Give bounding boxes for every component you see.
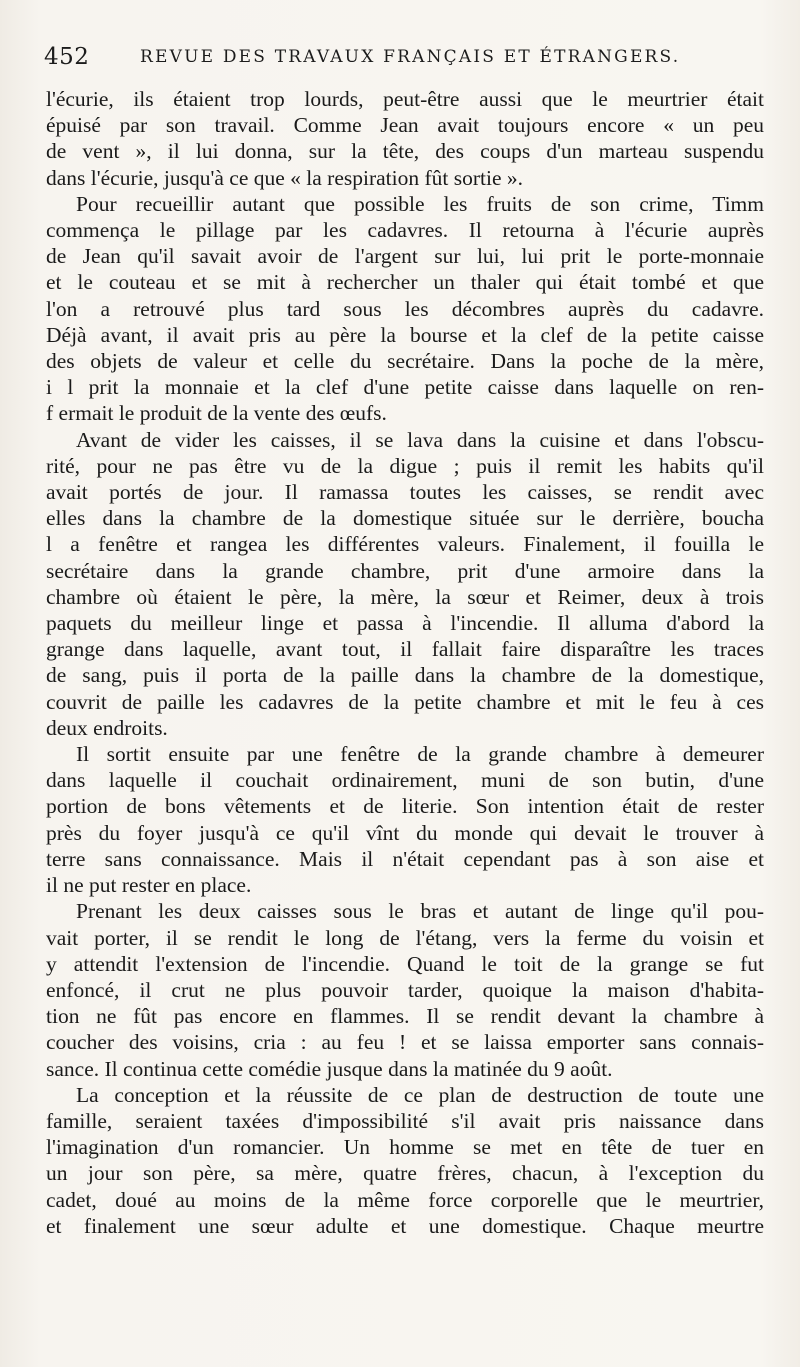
text-line: famille, seraient taxées d'impossibilité s'il avait pris naissance dans (46, 1108, 764, 1133)
paragraph (46, 1082, 764, 1239)
text-line: f ermait le produit de la vente des œufs. (46, 401, 387, 426)
paragraph (46, 191, 764, 427)
text-line: Avant de vider les caisses, il se lava dans la cuisine et dans l'obscu- (76, 427, 764, 452)
text-line: épuisé par son travail. Comme Jean avait toujours encore « un peu (46, 113, 764, 138)
text-line: l'on a retrouvé plus tard sous les décombres auprès du cadavre. (46, 296, 764, 321)
body-text (46, 86, 764, 1239)
text-line: deux endroits. (46, 715, 168, 740)
text-line: l a fenêtre et rangea les différentes valeurs. Finalement, il fouilla le (46, 532, 764, 557)
text-line: terre sans connaissance. Mais il n'était cependant pas à son aise et (46, 846, 764, 871)
text-line: chambre où étaient le père, la mère, la sœur et Reimer, deux à trois (46, 584, 764, 609)
text-line: vait porter, il se rendit le long de l'étang, vers la ferme du voisin et (46, 925, 764, 950)
text-line: grange dans laquelle, avant tout, il fallait faire disparaître les traces (46, 637, 764, 662)
text-line: et finalement une sœur adulte et une domestique. Chaque meurtre (46, 1213, 764, 1238)
text-line: de Jean qu'il savait avoir de l'argent sur lui, lui prit le porte-monnaie (46, 244, 764, 269)
text-line: La conception et la réussite de ce plan de destruction de toute une (76, 1082, 764, 1107)
text-line: dans l'écurie, jusqu'à ce que « la respiration fût sortie ». (46, 165, 524, 190)
text-line: de vent », il lui donna, sur la tête, des coups d'un marteau suspendu (46, 139, 764, 164)
text-line: tion ne fût pas encore en flammes. Il se rendit devant la chambre à (46, 1004, 764, 1029)
text-line: de sang, puis il porta de la paille dans la chambre de la domestique, (46, 663, 764, 688)
text-line: commença le pillage par les cadavres. Il retourna à l'écurie auprès (46, 218, 764, 243)
text-line: Déjà avant, il avait pris au père la bourse et la clef de la petite caisse (46, 322, 764, 347)
paragraph (46, 427, 764, 741)
text-line: l'imagination d'un romancier. Un homme se met en tête de tuer en (46, 1135, 764, 1160)
text-line: près du foyer jusqu'à ce qu'il vînt du monde qui devait le trouver à (46, 820, 764, 845)
running-title: REVUE DES TRAVAUX FRANÇAIS ET ÉTRANGERS. (140, 47, 681, 67)
paragraph (46, 898, 764, 1081)
text-line: secrétaire dans la grande chambre, prit d'une armoire dans la (46, 558, 764, 583)
text-line: un jour son père, sa mère, quatre frères, chacun, à l'exception du (46, 1161, 764, 1186)
page-header (44, 40, 760, 76)
text-line: Pour recueillir autant que possible les fruits de son crime, Timm (76, 191, 764, 216)
text-line: elles dans la chambre de la domestique située sur le derrière, boucha (46, 506, 764, 531)
text-line: paquets du meilleur linge et passa à l'incendie. Il alluma d'abord la (46, 611, 764, 636)
text-line: il ne put rester en place. (46, 873, 252, 898)
text-line: Il sortit ensuite par une fenêtre de la grande chambre à demeurer (76, 742, 764, 767)
text-line: i l prit la monnaie et la clef d'une petite caisse dans laquelle on ren- (46, 375, 764, 400)
text-line: des objets de valeur et celle du secrétaire. Dans la poche de la mère, (46, 349, 764, 374)
text-line: portion de bons vêtements et de literie. Son intention était de rester (46, 794, 764, 819)
text-line: Prenant les deux caisses sous le bras et autant de linge qu'il pou- (76, 899, 764, 924)
text-line: avait portés de jour. Il ramassa toutes les caisses, se rendit avec (46, 480, 764, 505)
text-line: rité, pour ne pas être vu de la digue ; puis il remit les habits qu'il (46, 453, 764, 478)
text-line: couvrit de paille les cadavres de la petite chambre et mit le feu à ces (46, 689, 764, 714)
text-line: et le couteau et se mit à rechercher un thaler qui était tombé et que (46, 270, 764, 295)
paragraph (46, 741, 764, 898)
text-line: l'écurie, ils étaient trop lourds, peut-être aussi que le meurtrier était (46, 87, 764, 111)
text-line: y attendit l'extension de l'incendie. Quand le toit de la grange se fut (46, 951, 764, 976)
text-line: cadet, doué au moins de la même force corporelle que le meurtrier, (46, 1187, 764, 1212)
page-number: 452 (44, 44, 90, 70)
text-line: sance. Il continua cette comédie jusque dans la matinée du 9 août. (46, 1056, 613, 1081)
text-line: coucher des voisins, cria : au feu ! et se laissa emporter sans connais- (46, 1030, 764, 1055)
paragraph (46, 86, 764, 191)
text-line: dans laquelle il couchait ordinairement, muni de son butin, d'une (46, 768, 764, 793)
text-line: enfoncé, il crut ne plus pouvoir tarder, quoique la maison d'habita- (46, 977, 764, 1002)
